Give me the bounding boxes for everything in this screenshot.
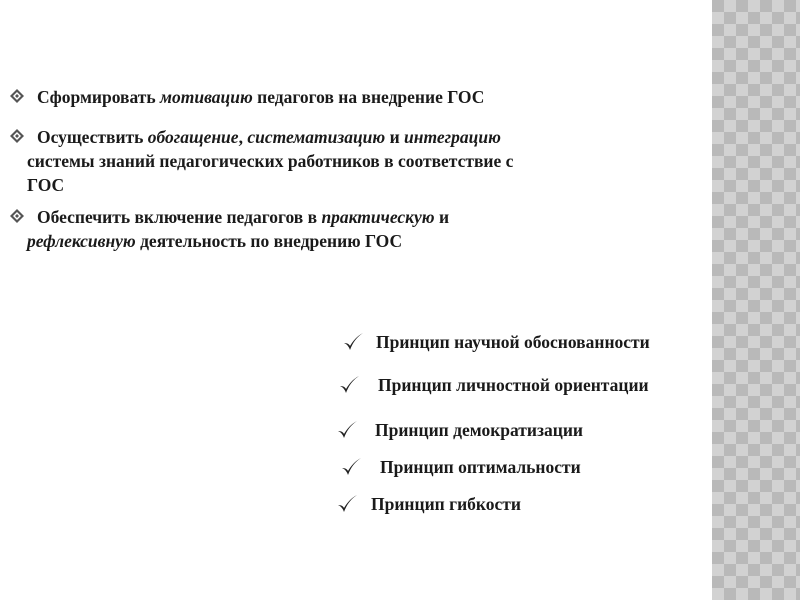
goal-line <box>27 174 64 196</box>
decorative-side-strip <box>712 0 800 600</box>
principle-label: Принцип гибкости <box>371 494 521 514</box>
goal-emphasis: систематизацию <box>247 127 386 147</box>
goal-text: Осуществить <box>37 127 148 147</box>
diamond-bullet-icon <box>10 89 24 103</box>
principle-label: Принцип демократизации <box>375 420 584 440</box>
principle-label: Принцип оптимальности <box>380 457 581 477</box>
goal-text: Обеспечить включение педагогов в <box>37 207 322 227</box>
goal-text: педагогов на внедрение ГОС <box>252 87 485 107</box>
goal-text: деятельность по внедрению ГОС <box>135 231 403 251</box>
goal-emphasis: интеграцию <box>404 127 501 147</box>
goal-emphasis: рефлексивную <box>27 231 136 251</box>
goal-line <box>37 86 484 108</box>
goal-emphasis: практическую <box>321 207 435 227</box>
goal-emphasis: обогащение <box>147 127 239 147</box>
goal-text: системы знаний педагогических работников в соответствие с <box>27 151 514 171</box>
goal-text: и <box>434 207 450 227</box>
goal-line <box>37 126 501 148</box>
checkmark-icon <box>336 419 358 441</box>
goal-line <box>37 206 449 228</box>
goal-text: ГОС <box>27 175 65 195</box>
goal-text: и <box>385 127 405 147</box>
goal-line <box>27 230 402 252</box>
principle-label: Принцип научной обоснованности <box>376 332 650 352</box>
goal-line <box>27 150 513 172</box>
goal-emphasis: мотивацию <box>160 87 253 107</box>
checkmark-icon <box>338 374 360 396</box>
diamond-bullet-icon <box>10 129 24 143</box>
goal-text: , <box>238 127 248 147</box>
goal-text: Сформировать <box>37 87 160 107</box>
checkmark-icon <box>336 493 358 515</box>
checkmark-icon <box>340 456 362 478</box>
diamond-bullet-icon <box>10 209 24 223</box>
principle-label: Принцип личностной ориентации <box>378 375 649 395</box>
checkmark-icon <box>342 331 364 353</box>
